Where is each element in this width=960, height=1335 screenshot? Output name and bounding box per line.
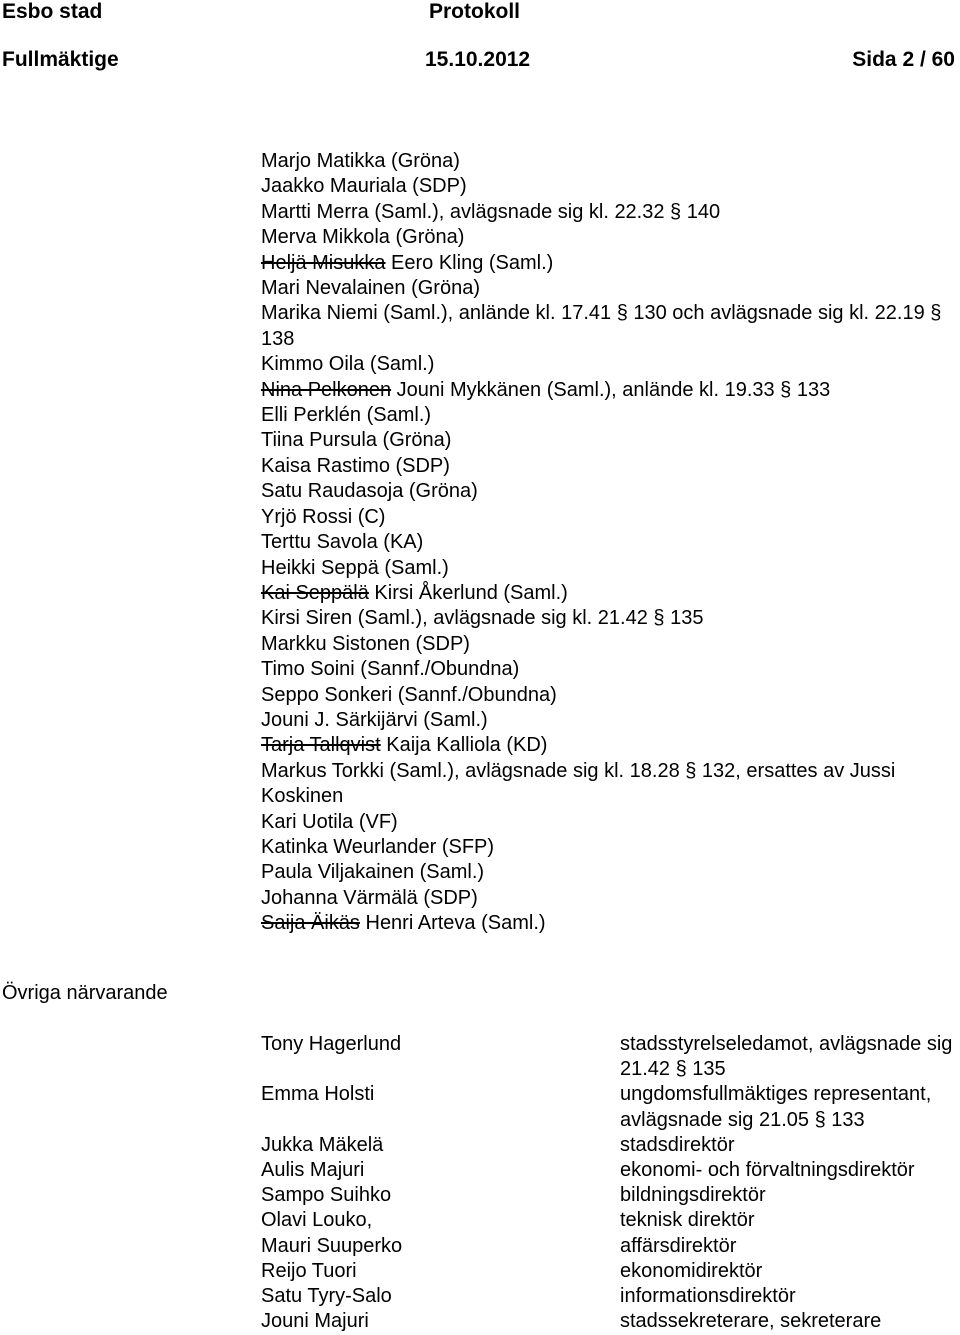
attendee-line: [261, 835, 960, 860]
others-role: stadsstyrelseledamot, avlägsnade sig 21.42 § 135: [620, 1033, 953, 1081]
attendee-line: [261, 886, 960, 911]
header-doc-type: Protokoll: [429, 0, 521, 23]
attendee-text: Heikki Seppä (Saml.): [261, 556, 449, 579]
attendee-line: [261, 860, 960, 885]
attendee-line: [261, 759, 960, 810]
attendee-line: [261, 378, 960, 403]
attendee-text: Marika Niemi (Saml.), anlände kl. 17.41 § 130 och avlägsnade sig kl. 22.19 § 138: [261, 302, 947, 350]
header-page: Sida 2 / 60: [852, 48, 955, 71]
others-name: Jukka Mäkelä: [261, 1133, 384, 1156]
attendee-line: [261, 911, 960, 936]
attendee-line: [261, 505, 960, 530]
others-name: Emma Holsti: [261, 1083, 375, 1106]
attendee-text: Mari Nevalainen (Gröna): [261, 277, 480, 300]
others-name: Olavi Louko,: [261, 1209, 373, 1232]
others-name: Tony Hagerlund: [261, 1033, 402, 1055]
others-row: [261, 1158, 960, 1183]
others-name: Mauri Suuperko: [261, 1234, 403, 1257]
attendee-text: Markku Sistonen (SDP): [261, 632, 470, 655]
attendee-line: [261, 276, 960, 301]
others-row: [261, 1234, 960, 1259]
others-name: Aulis Majuri: [261, 1159, 365, 1182]
attendee-text: Jaakko Mauriala (SDP): [261, 175, 467, 198]
others-row: [261, 1208, 960, 1233]
attendee-line: [261, 200, 960, 225]
others-row: [261, 1284, 960, 1309]
others-role: ekonomi- och förvaltningsdirektör: [620, 1159, 915, 1182]
attendee-text: Johanna Värmälä (SDP): [261, 886, 478, 909]
attendee-list: [261, 149, 960, 937]
attendee-text: Kaisa Rastimo (SDP): [261, 454, 450, 477]
attendee-text: Yrjö Rossi (C): [261, 505, 386, 528]
attendee-text: Kirsi Siren (Saml.), avlägsnade sig kl. 21.42 § 135: [261, 607, 704, 630]
attendee-line: [261, 556, 960, 581]
attendee-text: Kirsi Åkerlund (Saml.): [368, 581, 568, 604]
attendee-text: Jouni Mykkänen (Saml.), anlände kl. 19.33 § 133: [391, 378, 831, 401]
attendee-line: [261, 225, 960, 250]
others-role: informationsdirektör: [620, 1285, 796, 1308]
others-name: Satu Tyry-Salo: [261, 1285, 392, 1308]
struck-name: Heljä Misukka: [261, 251, 386, 274]
others-row: [261, 1082, 960, 1132]
attendee-line: [261, 810, 960, 835]
attendee-text: Kimmo Oila (Saml.): [261, 353, 435, 376]
attendee-text: Tiina Pursula (Gröna): [261, 429, 452, 452]
attendee-line: [261, 149, 960, 174]
attendee-text: Katinka Weurlander (SFP): [261, 835, 495, 858]
struck-name: Kai Seppälä: [261, 581, 369, 604]
attendee-line: [261, 530, 960, 555]
others-role: ekonomidirektör: [620, 1259, 763, 1282]
attendee-line: [261, 251, 960, 276]
attendee-text: Martti Merra (Saml.), avlägsnade sig kl. 22.32 § 140: [261, 200, 721, 223]
attendee-line: [261, 301, 960, 352]
attendee-line: [261, 352, 960, 377]
attendee-text: Seppo Sonkeri (Sannf./Obundna): [261, 683, 557, 706]
others-name: Jouni Majuri: [261, 1310, 369, 1333]
attendee-line: [261, 733, 960, 758]
others-role: stadssekreterare, sekreterare: [620, 1310, 882, 1333]
attendee-text: Markus Torkki (Saml.), avlägsnade sig kl. 18.28 § 132, ersattes av Jussi Koskinen: [261, 759, 901, 808]
struck-name: Saija Äikäs: [261, 912, 360, 935]
attendee-line: [261, 454, 960, 479]
header-org: Esbo stad: [2, 0, 103, 23]
others-row: [261, 1032, 960, 1082]
attendee-line: [261, 174, 960, 199]
others-role: bildningsdirektör: [620, 1184, 766, 1207]
header-date: 15.10.2012: [425, 48, 531, 71]
others-role: teknisk direktör: [620, 1209, 755, 1232]
attendee-line: [261, 403, 960, 428]
attendee-line: [261, 428, 960, 453]
others-row: [261, 1133, 960, 1158]
others-list: [261, 1032, 960, 1334]
others-name: Reijo Tuori: [261, 1259, 357, 1282]
attendee-text: Timo Soini (Sannf./Obundna): [261, 658, 520, 681]
attendee-text: Kaija Kalliola (KD): [380, 734, 548, 757]
attendee-line: [261, 606, 960, 631]
attendee-line: [261, 683, 960, 708]
others-role: stadsdirektör: [620, 1133, 735, 1156]
struck-name: Nina Pelkonen: [261, 378, 392, 401]
attendee-text: Terttu Savola (KA): [261, 531, 424, 554]
attendee-text: Kari Uotila (VF): [261, 810, 398, 833]
attendee-line: [261, 479, 960, 504]
header-body: Fullmäktige: [2, 48, 119, 71]
attendee-text: Paula Viljakainen (Saml.): [261, 861, 485, 884]
attendee-text: Jouni J. Särkijärvi (Saml.): [261, 708, 488, 731]
attendee-text: Elli Perklén (Saml.): [261, 404, 432, 427]
attendee-text: Merva Mikkola (Gröna): [261, 226, 465, 249]
others-role: ungdomsfullmäktiges representant, avlägsnade sig 21.05 § 133: [620, 1083, 932, 1131]
attendee-text: Satu Raudasoja (Gröna): [261, 480, 478, 503]
others-row: [261, 1309, 960, 1334]
attendee-text: Henri Arteva (Saml.): [359, 912, 546, 935]
attendee-line: [261, 632, 960, 657]
attendee-text: Marjo Matikka (Gröna): [261, 150, 460, 172]
attendee-text: Eero Kling (Saml.): [385, 251, 554, 274]
attendee-line: [261, 657, 960, 682]
attendee-line: [261, 581, 960, 606]
attendee-line: [261, 708, 960, 733]
struck-name: Tarja Tallqvist: [261, 734, 381, 757]
others-row: [261, 1259, 960, 1284]
others-title: Övriga närvarande: [2, 982, 168, 1004]
others-role: affärsdirektör: [620, 1234, 737, 1257]
others-row: [261, 1183, 960, 1208]
others-name: Sampo Suihko: [261, 1184, 392, 1207]
